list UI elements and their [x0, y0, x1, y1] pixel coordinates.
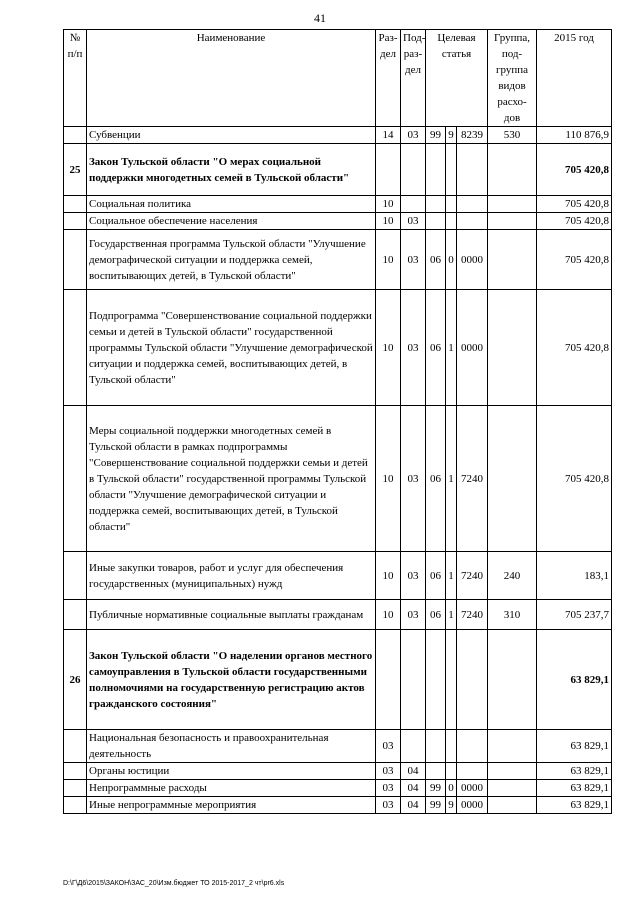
row-section: 10 — [376, 213, 401, 230]
header-num: № п/п — [64, 30, 87, 127]
table-row — [64, 630, 612, 730]
row-subsection: 03 — [401, 127, 426, 144]
row-name: Публичные нормативные социальные выплаты гражданам — [87, 600, 376, 630]
row-target-subprogram: 9 — [446, 797, 457, 814]
row-target-program — [426, 196, 446, 213]
row-section — [376, 144, 401, 196]
row-expense-group: 530 — [488, 127, 537, 144]
row-target-subprogram — [446, 144, 457, 196]
row-section: 03 — [376, 730, 401, 763]
row-amount: 63 829,1 — [537, 797, 612, 814]
row-expense-group — [488, 763, 537, 780]
row-target-program: 06 — [426, 552, 446, 600]
row-name: Субвенции — [87, 127, 376, 144]
row-target-program: 06 — [426, 290, 446, 406]
table-row — [64, 196, 612, 213]
row-target-subprogram: 1 — [446, 290, 457, 406]
table-row — [64, 406, 612, 552]
row-name: Органы юстиции — [87, 763, 376, 780]
row-target-subprogram — [446, 763, 457, 780]
row-target-program: 06 — [426, 230, 446, 290]
row-number — [64, 406, 87, 552]
row-amount: 63 829,1 — [537, 730, 612, 763]
page-number: 41 — [314, 11, 326, 25]
header-year: 2015 год — [537, 30, 612, 127]
table-row — [64, 127, 612, 144]
row-target-program — [426, 213, 446, 230]
row-name: Иные закупки товаров, работ и услуг для обеспечения государственных (муниципальных) нужд — [87, 552, 376, 600]
row-target-direction: 7240 — [457, 406, 488, 552]
row-amount: 63 829,1 — [537, 763, 612, 780]
row-amount: 705 420,8 — [537, 213, 612, 230]
row-amount: 63 829,1 — [537, 780, 612, 797]
row-target-program — [426, 763, 446, 780]
row-subsection — [401, 144, 426, 196]
row-number — [64, 763, 87, 780]
table-row — [64, 230, 612, 290]
row-number — [64, 290, 87, 406]
row-subsection: 04 — [401, 763, 426, 780]
row-section: 10 — [376, 552, 401, 600]
row-target-subprogram: 0 — [446, 230, 457, 290]
row-expense-group — [488, 213, 537, 230]
row-expense-group — [488, 630, 537, 730]
row-name: Государственная программа Тульской области "Улучшение демографической ситуации и поддержка семей, воспитывающих детей, в Тульской области" — [87, 230, 376, 290]
row-target-direction: 8239 — [457, 127, 488, 144]
row-subsection: 03 — [401, 600, 426, 630]
row-number — [64, 797, 87, 814]
row-section: 10 — [376, 230, 401, 290]
row-number — [64, 213, 87, 230]
row-subsection — [401, 196, 426, 213]
row-section: 03 — [376, 780, 401, 797]
row-name: Национальная безопасность и правоохранительная деятельность — [87, 730, 376, 763]
row-target-program — [426, 730, 446, 763]
row-target-direction — [457, 630, 488, 730]
row-target-subprogram — [446, 630, 457, 730]
row-target-program: 99 — [426, 127, 446, 144]
row-subsection — [401, 730, 426, 763]
row-name: Социальная политика — [87, 196, 376, 213]
row-target-subprogram: 0 — [446, 780, 457, 797]
row-target-subprogram — [446, 196, 457, 213]
table-row — [64, 730, 612, 763]
row-subsection: 04 — [401, 780, 426, 797]
row-target-direction: 0000 — [457, 230, 488, 290]
row-subsection: 03 — [401, 290, 426, 406]
table-row — [64, 144, 612, 196]
row-target-program — [426, 630, 446, 730]
row-subsection: 03 — [401, 406, 426, 552]
row-section: 10 — [376, 196, 401, 213]
row-expense-group — [488, 730, 537, 763]
row-amount: 183,1 — [537, 552, 612, 600]
table-row — [64, 290, 612, 406]
row-section: 03 — [376, 797, 401, 814]
header-name: Наименование — [87, 30, 376, 127]
row-subsection: 03 — [401, 230, 426, 290]
row-expense-group — [488, 780, 537, 797]
row-expense-group — [488, 797, 537, 814]
row-name: Меры социальной поддержки многодетных семей в Тульской области в рамках подпрограммы "Совершенствование социальной поддержки семьи и детей в Тульской области" государственной программы Тульской области "Улучшение демографической ситуации и поддержка семей, воспитывающих детей, в Тульской области" — [87, 406, 376, 552]
row-number — [64, 730, 87, 763]
row-amount: 110 876,9 — [537, 127, 612, 144]
row-section: 10 — [376, 290, 401, 406]
row-target-direction — [457, 763, 488, 780]
table-row — [64, 780, 612, 797]
row-section: 03 — [376, 763, 401, 780]
row-subsection — [401, 630, 426, 730]
row-expense-group — [488, 144, 537, 196]
table-row — [64, 797, 612, 814]
row-name: Закон Тульской области "О мерах социальной поддержки многодетных семей в Тульской области" — [87, 144, 376, 196]
row-expense-group: 240 — [488, 552, 537, 600]
row-name: Подпрограмма "Совершенствование социальной поддержки семьи и детей в Тульской области" государственной программы Тульской области "Улучшение демографической ситуации и поддержка семей, воспитывающих детей, в Тульской области" — [87, 290, 376, 406]
row-target-direction — [457, 196, 488, 213]
row-target-subprogram — [446, 213, 457, 230]
table-row — [64, 600, 612, 630]
file-path-footer: D:\Г\Д6\2015\ЗАКОН\ЗАС_20\Изм.бюджет ТО 2015-2017_2 чт\pr6.xls — [63, 880, 285, 887]
row-amount: 705 420,8 — [537, 144, 612, 196]
row-target-program: 06 — [426, 406, 446, 552]
row-target-direction — [457, 730, 488, 763]
row-amount: 705 420,8 — [537, 406, 612, 552]
row-number: 26 — [64, 630, 87, 730]
table-row — [64, 763, 612, 780]
row-target-direction — [457, 213, 488, 230]
row-expense-group — [488, 290, 537, 406]
row-subsection: 04 — [401, 797, 426, 814]
row-name: Иные непрограммные мероприятия — [87, 797, 376, 814]
row-name: Социальное обеспечение населения — [87, 213, 376, 230]
row-number: 25 — [64, 144, 87, 196]
row-target-program: 99 — [426, 797, 446, 814]
row-subsection: 03 — [401, 213, 426, 230]
row-target-direction: 0000 — [457, 290, 488, 406]
row-expense-group — [488, 196, 537, 213]
row-target-direction: 0000 — [457, 780, 488, 797]
row-target-program: 99 — [426, 780, 446, 797]
row-target-program — [426, 144, 446, 196]
row-expense-group: 310 — [488, 600, 537, 630]
row-target-subprogram: 1 — [446, 600, 457, 630]
row-target-direction: 0000 — [457, 797, 488, 814]
row-target-subprogram: 9 — [446, 127, 457, 144]
row-amount: 705 420,8 — [537, 290, 612, 406]
row-number — [64, 127, 87, 144]
row-amount: 705 420,8 — [537, 196, 612, 213]
row-target-program: 06 — [426, 600, 446, 630]
row-amount: 705 420,8 — [537, 230, 612, 290]
row-section: 10 — [376, 600, 401, 630]
table-header-row — [64, 30, 612, 127]
row-target-subprogram: 1 — [446, 406, 457, 552]
row-subsection: 03 — [401, 552, 426, 600]
row-expense-group — [488, 230, 537, 290]
row-amount: 63 829,1 — [537, 630, 612, 730]
header-section: Раз-дел — [376, 30, 401, 127]
table-row — [64, 552, 612, 600]
table-row — [64, 213, 612, 230]
row-target-subprogram: 1 — [446, 552, 457, 600]
budget-table — [63, 29, 612, 814]
row-section — [376, 630, 401, 730]
row-name: Закон Тульской области "О наделении органов местного самоуправления в Тульской области государственными полномочиями на государственную регистрацию актов гражданского состояния" — [87, 630, 376, 730]
row-target-direction: 7240 — [457, 600, 488, 630]
row-section: 14 — [376, 127, 401, 144]
row-number — [64, 780, 87, 797]
row-number — [64, 230, 87, 290]
header-group: Группа, под-группа видов расхо-дов — [488, 30, 537, 127]
header-subsection: Под-раз-дел — [401, 30, 426, 127]
row-number — [64, 552, 87, 600]
row-amount: 705 237,7 — [537, 600, 612, 630]
row-number — [64, 196, 87, 213]
row-expense-group — [488, 406, 537, 552]
row-target-direction — [457, 144, 488, 196]
row-target-subprogram — [446, 730, 457, 763]
row-number — [64, 600, 87, 630]
row-section: 10 — [376, 406, 401, 552]
row-target-direction: 7240 — [457, 552, 488, 600]
row-name: Непрограммные расходы — [87, 780, 376, 797]
header-target: Целевая статья — [426, 30, 488, 127]
